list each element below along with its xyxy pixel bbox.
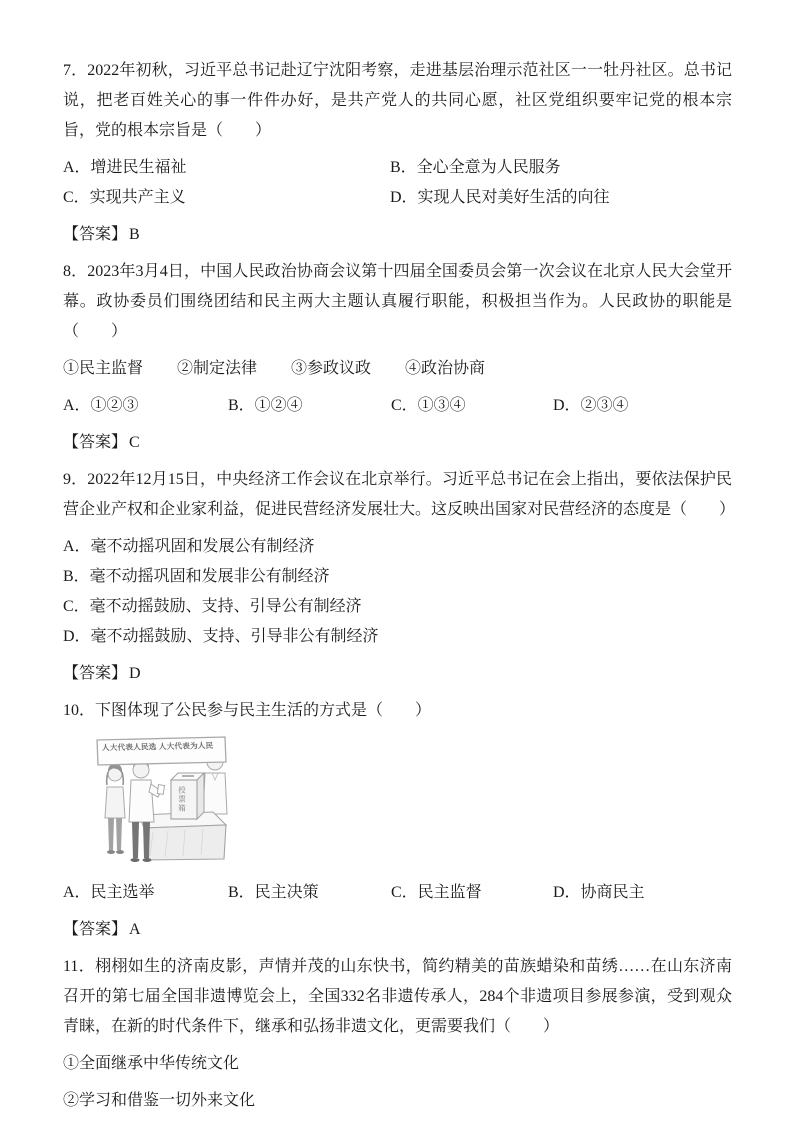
option-c: C．民主监督	[391, 884, 482, 901]
question-8-options	[63, 391, 732, 421]
answer-label: 【答案】	[63, 434, 128, 451]
woman-voter-figure	[105, 764, 125, 854]
option-b: B．毫不动摇巩固和发展非公有制经济	[63, 568, 330, 585]
question-9-stem: 9．2022年12月15日，中央经济工作会议在北京举行。习近平总书记在会上指出，要依法保护民营企业产权和企业家利益，促进民营经济发展壮大。这反映出国家对民营经济的态度是（ ）	[63, 471, 736, 518]
option-b: B．全心全意为人民服务	[390, 159, 561, 176]
question-7-options	[63, 153, 732, 213]
option-c: C．实现共产主义	[63, 189, 186, 206]
option-d: D．实现人民对美好生活的向往	[390, 189, 610, 206]
question-10-stem: 10．下图体现了公民参与民主生活的方式是（ ）	[63, 702, 432, 719]
option-a: A．增进民生福祉	[63, 159, 187, 176]
sub-item-1: ①民主监督	[63, 360, 144, 377]
question-7	[63, 56, 732, 250]
question-8	[63, 257, 732, 458]
question-8-answer	[63, 428, 732, 458]
voting-scene-drawing	[93, 732, 231, 873]
option-c: C．①③④	[391, 397, 466, 414]
option-a: A．毫不动摇巩固和发展公有制经济	[63, 538, 315, 555]
answer-label: 【答案】	[63, 665, 128, 682]
sub-item-4: ④政治协商	[405, 360, 486, 377]
option-a: A．①②③	[63, 397, 139, 414]
question-9-options	[63, 532, 732, 652]
option-d: D．②③④	[553, 397, 629, 414]
question-7-stem: 7．2022年初秋，习近平总书记赴辽宁沈阳考察，走进基层治理示范社区一一牡丹社区。总书记说，把老百姓关心的事一件件办好，是共产党人的共同心愿，社区党组织要牢记党的根本宗旨，党的根本宗旨是（ ）	[63, 62, 732, 139]
question-11-stem: 11．栩栩如生的济南皮影，声情并茂的山东快书，简约精美的苗族蜡染和苗绣……在山东济南召开的第七届全国非遗博览会上，全国332名非遗传承人，284个非遗项目参展参演，受到观众青睐，在新的时代条件下，继承和弘扬非遗文化，更需要我们（ ）	[63, 958, 732, 1035]
question-11	[63, 952, 732, 1116]
question-7-answer	[63, 220, 732, 250]
question-9-answer	[63, 659, 732, 689]
option-d: D．毫不动摇鼓励、支持、引导非公有制经济	[63, 628, 379, 645]
option-c: C．毫不动摇鼓励、支持、引导公有制经济	[63, 598, 362, 615]
answer-value: B	[129, 226, 140, 243]
question-9	[63, 465, 736, 689]
question-10-answer	[63, 915, 732, 945]
banner-slogan-text: 人大代表人民选 人大代表为人民	[101, 740, 214, 753]
voting-illustration	[93, 732, 231, 873]
question-10	[63, 696, 732, 945]
ballot-box-label: 投票箱	[177, 786, 187, 813]
answer-value: D	[129, 665, 141, 682]
option-d: D．协商民主	[553, 884, 645, 901]
answer-label: 【答案】	[63, 921, 128, 938]
sub-item-3: ③参政议政	[291, 360, 372, 377]
option-b: B．民主决策	[228, 884, 319, 901]
answer-label: 【答案】	[63, 226, 128, 243]
ballot-box	[171, 773, 204, 819]
answer-value: C	[129, 434, 140, 451]
question-10-options	[63, 878, 732, 908]
answer-value: A	[129, 921, 141, 938]
sub-item-2: ②制定法律	[177, 360, 258, 377]
option-b: B．①②④	[228, 397, 303, 414]
question-11-sub-item-2: ②学习和借鉴一切外来文化	[63, 1092, 256, 1109]
question-8-sub-items	[63, 354, 732, 384]
question-8-stem: 8．2023年3月4日，中国人民政治协商会议第十四届全国委员会第一次会议在北京人民大会堂开幕。政协委员们围绕团结和民主两大主题认真履行职能，积极担当作为。人民政协的职能是（ ）	[63, 263, 732, 340]
question-11-sub-item-1: ①全面继承中华传统文化	[63, 1055, 240, 1072]
option-a: A．民主选举	[63, 884, 155, 901]
